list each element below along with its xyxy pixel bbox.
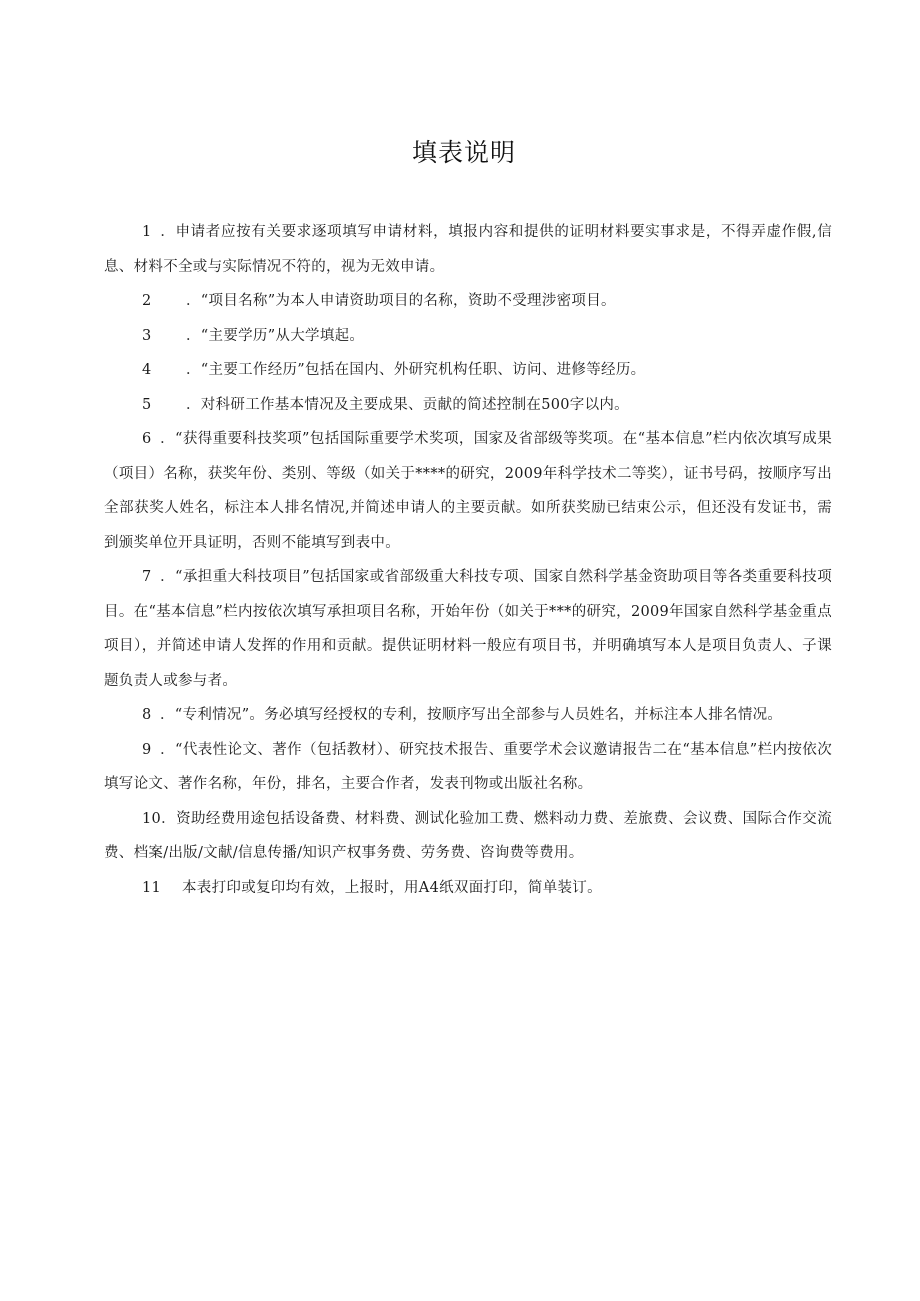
item-number: 2	[142, 293, 152, 309]
instructions-list	[104, 215, 832, 905]
item-number: 11	[142, 879, 162, 896]
item-number: 9	[142, 741, 152, 758]
item-number: 4	[142, 362, 152, 378]
item-number: 5	[142, 396, 152, 413]
item-text: ．“专利情况”。务必填写经授权的专利，按顺序写出全部参与人员姓名，并标注本人排名情况。	[160, 707, 783, 723]
list-item	[104, 802, 832, 871]
item-text: ．申请者应按有关要求逐项填写申请材料，填报内容和提供的证明材料要实事求是，不得弄虚作假,信息、材料不全或与实际情况不符的，视为无效申请。	[104, 224, 832, 275]
item-number: 8	[142, 707, 152, 723]
page-title: 填表说明	[411, 138, 516, 167]
item-text: ．对科研工作基本情况及主要成果、贡献的简述控制在500字以内。	[186, 396, 629, 413]
item-text: 本表打印或复印均有效，上报时，用A4纸双面打印，简单装订。	[182, 879, 602, 896]
item-number: 6	[142, 431, 152, 447]
item-text: ．“获得重要科技奖项”包括国际重要学术奖项，国家及省部级等奖项。在“基本信息”栏内依次填写成果（项目）名称，获奖年份、类别、等级（如关于****的研究，2009年科学技术二等奖），证书号码，按顺序写出全部获奖人姓名，标注本人排名情况,并简述申请人的主要贡献。如所获奖励已结束公示，但还没有发证书，需到颁奖单位开具证明，否则不能填写到表中。	[104, 431, 832, 551]
item-text: ．资助经费用途包括设备费、材料费、测试化验加工费、燃料动力费、差旅费、会议费、国际合作交流费、档案/出版/文献/信息传播/知识产权事务费、劳务费、咨询费等费用。	[104, 810, 832, 861]
list-item	[104, 698, 832, 733]
item-text: ．“主要工作经历”包括在国内、外研究机构任职、访问、进修等经历。	[186, 362, 646, 378]
item-text: ．“主要学历”从大学填起。	[186, 327, 365, 344]
list-item	[104, 215, 832, 284]
list-item	[104, 733, 832, 802]
item-number: 1	[142, 224, 152, 240]
list-item	[104, 284, 832, 319]
list-item	[104, 388, 832, 423]
item-text: ．“承担重大科技项目”包括国家或省部级重大科技专项、国家自然科学基金资助项目等各类重要科技项目。在“基本信息”栏内按依次填写承担项目名称，开始年份（如关于***的研究，2009年国家自然科学基金重点项目），并简述申请人发挥的作用和贡献。提供证明材料一般应有项目书，并明确填写本人是项目负责人、子课题负责人或参与者。	[104, 569, 832, 689]
item-text: ．“代表性论文、著作（包括教材）、研究技术报告、重要学术会议邀请报告二在“基本信息”栏内按依次填写论文、著作名称，年份，排名，主要合作者，发表刊物或出版社名称。	[104, 741, 832, 792]
item-number: 7	[142, 569, 152, 585]
item-number: 10	[142, 810, 162, 827]
list-item	[104, 319, 832, 354]
list-item	[104, 353, 832, 388]
list-item	[104, 871, 832, 906]
item-number: 3	[142, 327, 152, 344]
item-text: ．“项目名称”为本人申请资助项目的名称，资助不受理涉密项目。	[186, 293, 616, 309]
list-item	[104, 560, 832, 698]
list-item	[104, 422, 832, 560]
